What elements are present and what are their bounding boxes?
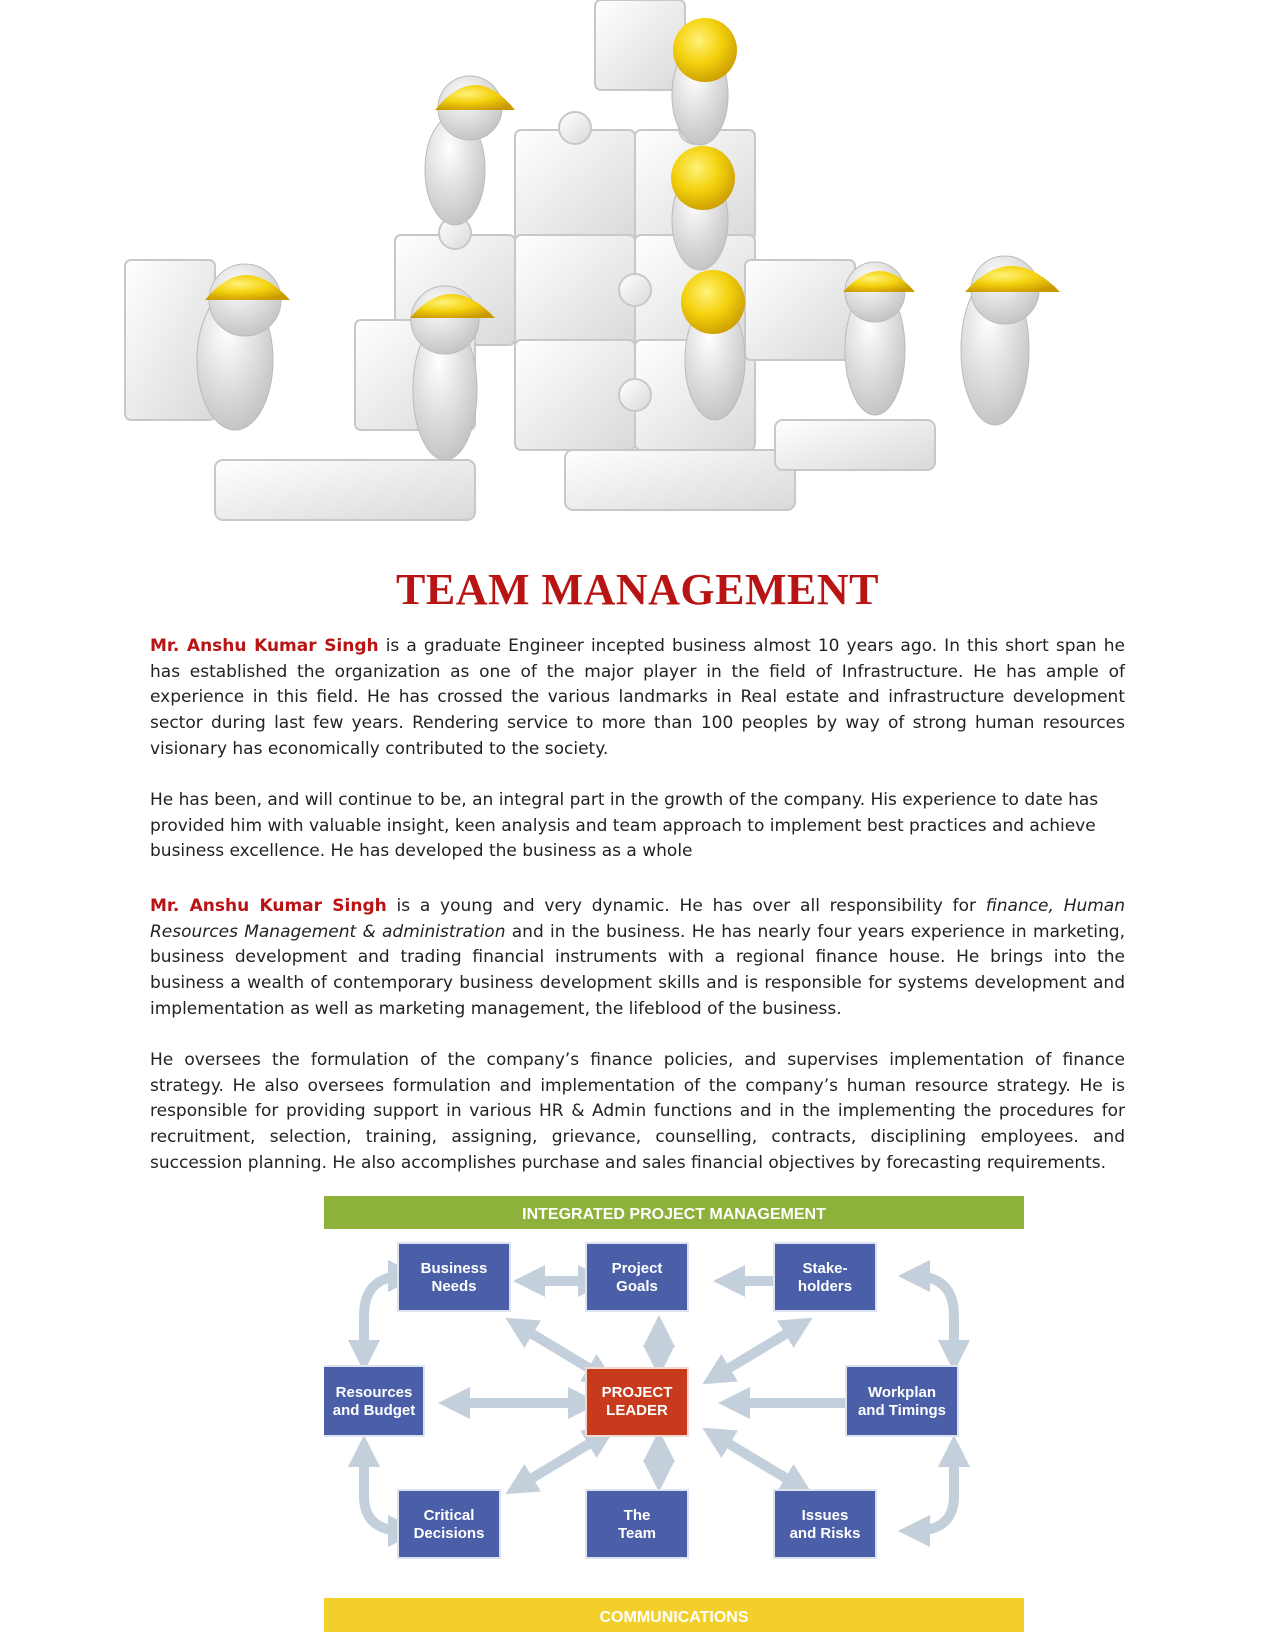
paragraph-italic: finance, Human Resources Management & administration — [150, 896, 1125, 942]
puzzle-workers-illustration — [95, 0, 1135, 545]
box-label: PROJECT — [601, 1384, 673, 1401]
diagram-box-resources — [324, 1366, 424, 1436]
diagram-box-business-needs — [398, 1243, 510, 1311]
box-label: Decisions — [413, 1525, 485, 1542]
box-label: The — [623, 1507, 651, 1524]
box-label: Business — [420, 1260, 488, 1277]
diagram-box-project-goals — [586, 1243, 688, 1311]
paragraph-text: and in the business. He has nearly four years experience in marketing, business development and trading financial instruments with a regional finance house. He brings into the business a wealth of contemporary business development skills and is responsible for systems development and implementation as well as marketing management, the lifeblood of the business. — [150, 921, 1125, 1019]
worker-7 — [843, 262, 915, 415]
worker-1 — [197, 264, 290, 430]
worker-4 — [672, 18, 737, 145]
person-name: Mr. Anshu Kumar Singh — [150, 896, 387, 916]
paragraph-text: He oversees the formulation of the company’s finance policies, and supervises implementation of finance strategy. He also oversees formulation and implementation of the company’s human resource strategy. He is responsible for providing support in various HR & Admin functions and in the implementing the procedures for recruitment, selection, training, assigning, grievance, counselling, contracts, disciplining employees. and succession planning. He also accomplishes purchase and sales financial objectives by forecasting requirements. — [150, 1050, 1125, 1173]
box-label: and Budget — [332, 1402, 416, 1419]
box-label: and Timings — [857, 1402, 947, 1419]
worker-3 — [410, 286, 495, 460]
diagram-box-stakeholders — [774, 1243, 876, 1311]
paragraph-text: is a graduate Engineer incepted business almost 10 years ago. In this short span he has established the organization as one of the major player in the field of Infrastructure. He has ample of experience in this field. He has crossed the various landmarks in Real estate and infrastructure development sector during last few years. Rendering service to more than 100 peoples by way of strong human resources visionary has economically contributed to the society. — [150, 636, 1125, 759]
box-label: holders — [797, 1278, 853, 1295]
box-label: Issues — [801, 1507, 849, 1524]
worker-8 — [961, 256, 1060, 425]
paragraph-text: is a young and very dynamic. He has over all responsibility for — [386, 896, 986, 916]
paragraph-text: He has been, and will continue to be, an integral part in the growth of the company. His experience to date has provided him with valuable insight, keen analysis and team approach to implement best practices and achieve business excellence. He has developed the business as a whole — [150, 790, 1099, 862]
paragraph-2 — [150, 788, 1125, 865]
diagram-box-project-leader — [586, 1368, 688, 1436]
box-label: Critical — [423, 1507, 475, 1524]
box-label: Goals — [616, 1278, 658, 1295]
diagram-header: INTEGRATED PROJECT MANAGEMENT — [522, 1206, 826, 1223]
person-name: Mr. Anshu Kumar Singh — [150, 636, 379, 656]
paragraph-3 — [150, 894, 1125, 1023]
box-label: Resources — [335, 1384, 413, 1401]
paragraph-1 — [150, 634, 1125, 763]
diagram-box-critical-decisions — [398, 1490, 500, 1558]
box-label: Needs — [431, 1278, 477, 1295]
box-label: and Risks — [789, 1525, 861, 1542]
worker-2 — [425, 76, 515, 225]
paragraph-4 — [150, 1048, 1125, 1177]
diagram-footer: COMMUNICATIONS — [599, 1609, 749, 1626]
box-label: Team — [617, 1525, 657, 1542]
diagram-box-the-team — [586, 1490, 688, 1558]
box-label: Stake- — [802, 1260, 848, 1277]
box-label: LEADER — [606, 1402, 668, 1419]
box-label: Workplan — [867, 1384, 937, 1401]
diagram-box-workplan — [846, 1366, 958, 1436]
diagram-box-issues-risks — [774, 1490, 876, 1558]
page-title: TEAM MANAGEMENT — [396, 565, 879, 614]
box-label: Project — [611, 1260, 663, 1277]
project-management-diagram — [324, 1196, 1024, 1646]
